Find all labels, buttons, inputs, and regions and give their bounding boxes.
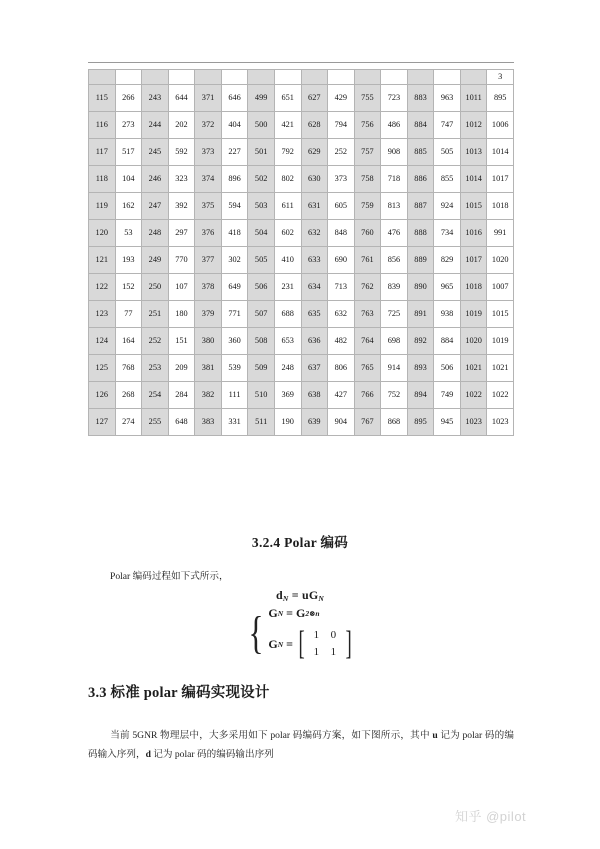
table-cell: 648 bbox=[168, 409, 195, 436]
table-cell: 252 bbox=[142, 328, 169, 355]
table-cell: 486 bbox=[381, 112, 408, 139]
table-cell: 763 bbox=[354, 301, 381, 328]
table-cell bbox=[221, 70, 248, 85]
table-row bbox=[89, 301, 514, 328]
polar-encoding-intro-text: Polar 编码过程如下式所示， bbox=[110, 571, 229, 582]
table-cell: 373 bbox=[195, 139, 222, 166]
table-cell: 117 bbox=[89, 139, 116, 166]
table-cell: 802 bbox=[274, 166, 301, 193]
table-cell: 649 bbox=[221, 274, 248, 301]
matrix-cells bbox=[307, 627, 343, 661]
table-cell: 508 bbox=[248, 328, 275, 355]
table-cell: 374 bbox=[195, 166, 222, 193]
table-cell: 792 bbox=[274, 139, 301, 166]
polar-encoding-formula bbox=[0, 588, 600, 661]
table-cell: 894 bbox=[407, 382, 434, 409]
table-cell: 252 bbox=[328, 139, 355, 166]
table-cell: 771 bbox=[221, 301, 248, 328]
table-cell: 1017 bbox=[460, 247, 487, 274]
table-cell: 758 bbox=[354, 166, 381, 193]
left-square-bracket-icon: [ bbox=[298, 624, 305, 662]
table-cell: 376 bbox=[195, 220, 222, 247]
formula-main-equation bbox=[276, 588, 324, 603]
table-cell: 501 bbox=[248, 139, 275, 166]
table-cell: 760 bbox=[354, 220, 381, 247]
table-cell: 506 bbox=[248, 274, 275, 301]
table-cell: 630 bbox=[301, 166, 328, 193]
table-cell: 1018 bbox=[487, 193, 514, 220]
formula-g1-eq: = G bbox=[286, 606, 306, 620]
table-cell: 476 bbox=[381, 220, 408, 247]
table-cell bbox=[142, 70, 169, 85]
table-cell: 250 bbox=[142, 274, 169, 301]
formula-ug-symbol: = uG bbox=[291, 588, 319, 602]
table-cell: 209 bbox=[168, 355, 195, 382]
table-cell: 284 bbox=[168, 382, 195, 409]
table-cell: 116 bbox=[89, 112, 116, 139]
table-cell: 592 bbox=[168, 139, 195, 166]
table-cell: 251 bbox=[142, 301, 169, 328]
table-cell: 1011 bbox=[460, 85, 487, 112]
table-cell: 628 bbox=[301, 112, 328, 139]
table-cell: 193 bbox=[115, 247, 142, 274]
table-cell: 297 bbox=[168, 220, 195, 247]
table-cell: 627 bbox=[301, 85, 328, 112]
table-row bbox=[89, 139, 514, 166]
table-cell: 794 bbox=[328, 112, 355, 139]
table-cell: 517 bbox=[115, 139, 142, 166]
table-cell: 231 bbox=[274, 274, 301, 301]
table-cell: 634 bbox=[301, 274, 328, 301]
table-cell: 1014 bbox=[487, 139, 514, 166]
table-cell bbox=[168, 70, 195, 85]
formula-line-1 bbox=[268, 606, 354, 621]
table-cell: 1023 bbox=[460, 409, 487, 436]
formula-brace-system bbox=[245, 606, 354, 661]
table-cell: 323 bbox=[168, 166, 195, 193]
formula-g2-subscript: N bbox=[277, 639, 284, 649]
table-cell: 761 bbox=[354, 247, 381, 274]
table-row bbox=[89, 274, 514, 301]
section-33-body-paragraph bbox=[88, 726, 514, 764]
table-cell: 889 bbox=[407, 247, 434, 274]
table-cell: 611 bbox=[274, 193, 301, 220]
table-cell: 965 bbox=[434, 274, 461, 301]
body-text-part1: 当前 5GNR 物理层中，大多采用如下 polar 码编码方案，如下图所示，其中 bbox=[110, 730, 433, 741]
table-cell: 633 bbox=[301, 247, 328, 274]
table-row bbox=[89, 220, 514, 247]
table-row bbox=[89, 409, 514, 436]
table-cell: 765 bbox=[354, 355, 381, 382]
table-cell: 698 bbox=[381, 328, 408, 355]
table-cell: 991 bbox=[487, 220, 514, 247]
table-row bbox=[89, 85, 514, 112]
table-cell: 104 bbox=[115, 166, 142, 193]
table-cell: 392 bbox=[168, 193, 195, 220]
table-cell: 963 bbox=[434, 85, 461, 112]
table-cell: 770 bbox=[168, 247, 195, 274]
table-cell: 123 bbox=[89, 301, 116, 328]
table-cell: 227 bbox=[221, 139, 248, 166]
table-cell: 924 bbox=[434, 193, 461, 220]
table-cell bbox=[354, 70, 381, 85]
matrix-cell-0-1: 0 bbox=[330, 629, 337, 641]
table-cell: 762 bbox=[354, 274, 381, 301]
table-cell: 767 bbox=[354, 409, 381, 436]
table-cell: 888 bbox=[407, 220, 434, 247]
table-cell: 511 bbox=[248, 409, 275, 436]
table-cell: 274 bbox=[115, 409, 142, 436]
table-cell: 180 bbox=[168, 301, 195, 328]
table-cell: 254 bbox=[142, 382, 169, 409]
table-cell: 381 bbox=[195, 355, 222, 382]
table-cell: 1015 bbox=[460, 193, 487, 220]
table-cell: 1012 bbox=[460, 112, 487, 139]
table-cell: 122 bbox=[89, 274, 116, 301]
table-cell: 632 bbox=[328, 301, 355, 328]
table-cell: 421 bbox=[274, 112, 301, 139]
table-cell: 247 bbox=[142, 193, 169, 220]
table-cell: 895 bbox=[407, 409, 434, 436]
table-cell: 3 bbox=[487, 70, 514, 85]
formula-d-subscript: N bbox=[282, 593, 289, 603]
matrix-cell-1-0: 1 bbox=[313, 646, 320, 659]
table-cell: 651 bbox=[274, 85, 301, 112]
table-cell: 111 bbox=[221, 382, 248, 409]
body-bold-d: d bbox=[145, 749, 151, 761]
table-cell: 768 bbox=[115, 355, 142, 382]
table-cell: 273 bbox=[115, 112, 142, 139]
body-bold-u: u bbox=[432, 730, 438, 741]
table-cell: 502 bbox=[248, 166, 275, 193]
table-cell: 375 bbox=[195, 193, 222, 220]
table-cell: 1022 bbox=[460, 382, 487, 409]
table-cell: 1017 bbox=[487, 166, 514, 193]
table-cell: 896 bbox=[221, 166, 248, 193]
table-cell bbox=[434, 70, 461, 85]
table-cell: 505 bbox=[434, 139, 461, 166]
table-cell: 813 bbox=[381, 193, 408, 220]
table-cell: 369 bbox=[274, 382, 301, 409]
table-row bbox=[89, 247, 514, 274]
table-cell: 914 bbox=[381, 355, 408, 382]
table-cell: 266 bbox=[115, 85, 142, 112]
table-cell: 890 bbox=[407, 274, 434, 301]
table-cell bbox=[274, 70, 301, 85]
table-cell: 1020 bbox=[460, 328, 487, 355]
table-cell: 631 bbox=[301, 193, 328, 220]
table-cell bbox=[301, 70, 328, 85]
table-cell: 248 bbox=[274, 355, 301, 382]
table-cell: 884 bbox=[434, 328, 461, 355]
table-cell: 302 bbox=[221, 247, 248, 274]
table-cell: 759 bbox=[354, 193, 381, 220]
table-cell: 848 bbox=[328, 220, 355, 247]
table-cell: 1020 bbox=[487, 247, 514, 274]
table-cell: 855 bbox=[434, 166, 461, 193]
table-row bbox=[89, 70, 514, 85]
table-cell: 725 bbox=[381, 301, 408, 328]
table-cell: 482 bbox=[328, 328, 355, 355]
table-cell: 713 bbox=[328, 274, 355, 301]
table-cell: 127 bbox=[89, 409, 116, 436]
table-cell: 632 bbox=[301, 220, 328, 247]
table-cell: 886 bbox=[407, 166, 434, 193]
table-cell: 1015 bbox=[487, 301, 514, 328]
table-cell bbox=[407, 70, 434, 85]
table-cell: 1013 bbox=[460, 139, 487, 166]
table-cell: 249 bbox=[142, 247, 169, 274]
table-cell: 764 bbox=[354, 328, 381, 355]
table-cell: 115 bbox=[89, 85, 116, 112]
table-cell: 747 bbox=[434, 112, 461, 139]
subsection-324-heading: 3.2.4 Polar 编码 bbox=[251, 535, 349, 550]
formula-d-symbol: d bbox=[276, 588, 283, 602]
section-33-heading: 3.3 标准 polar 编码实现设计 bbox=[88, 685, 270, 701]
table-cell: 410 bbox=[274, 247, 301, 274]
table-cell: 1021 bbox=[487, 355, 514, 382]
table-cell: 503 bbox=[248, 193, 275, 220]
table-cell: 1007 bbox=[487, 274, 514, 301]
table-cell: 839 bbox=[381, 274, 408, 301]
table-cell bbox=[460, 70, 487, 85]
table-cell: 373 bbox=[328, 166, 355, 193]
zhihu-watermark: 知乎 @pilot bbox=[455, 809, 527, 824]
table-cell: 1018 bbox=[460, 274, 487, 301]
formula-g1-rhs-superscript: ⊗n bbox=[309, 609, 320, 618]
table-cell: 202 bbox=[168, 112, 195, 139]
formula-g2-symbol: G bbox=[268, 636, 278, 651]
table-cell bbox=[328, 70, 355, 85]
table-row bbox=[89, 166, 514, 193]
table-cell: 1019 bbox=[460, 301, 487, 328]
table-cell: 379 bbox=[195, 301, 222, 328]
table-cell: 360 bbox=[221, 328, 248, 355]
table-cell bbox=[115, 70, 142, 85]
table-cell: 107 bbox=[168, 274, 195, 301]
generator-matrix bbox=[296, 624, 355, 662]
table-cell: 891 bbox=[407, 301, 434, 328]
table-cell: 418 bbox=[221, 220, 248, 247]
formula-g1-subscript: N bbox=[277, 609, 284, 618]
table-cell: 118 bbox=[89, 166, 116, 193]
table-row bbox=[89, 355, 514, 382]
table-cell: 331 bbox=[221, 409, 248, 436]
table-cell: 755 bbox=[354, 85, 381, 112]
table-cell: 253 bbox=[142, 355, 169, 382]
table-cell: 126 bbox=[89, 382, 116, 409]
matrix-cell-1-1: 1 bbox=[330, 646, 337, 659]
table-cell: 629 bbox=[301, 139, 328, 166]
table-cell: 639 bbox=[301, 409, 328, 436]
table-cell: 382 bbox=[195, 382, 222, 409]
table-cell: 749 bbox=[434, 382, 461, 409]
table-cell: 636 bbox=[301, 328, 328, 355]
formula-equation-list bbox=[265, 606, 354, 661]
table-cell: 690 bbox=[328, 247, 355, 274]
polar-index-table bbox=[88, 69, 514, 436]
table-cell: 938 bbox=[434, 301, 461, 328]
table-cell: 510 bbox=[248, 382, 275, 409]
table-cell: 245 bbox=[142, 139, 169, 166]
table-cell: 688 bbox=[274, 301, 301, 328]
table-cell: 829 bbox=[434, 247, 461, 274]
table-cell: 893 bbox=[407, 355, 434, 382]
table-cell: 506 bbox=[434, 355, 461, 382]
table-cell: 734 bbox=[434, 220, 461, 247]
table-cell: 383 bbox=[195, 409, 222, 436]
table-cell: 653 bbox=[274, 328, 301, 355]
table-cell: 255 bbox=[142, 409, 169, 436]
table-cell: 885 bbox=[407, 139, 434, 166]
left-curly-brace-icon: { bbox=[248, 607, 264, 659]
formula-g1-symbol: G bbox=[268, 606, 278, 620]
table-cell: 268 bbox=[115, 382, 142, 409]
table-cell: 752 bbox=[381, 382, 408, 409]
table-cell: 509 bbox=[248, 355, 275, 382]
table-cell: 162 bbox=[115, 193, 142, 220]
table-cell: 124 bbox=[89, 328, 116, 355]
table-cell: 945 bbox=[434, 409, 461, 436]
table-cell bbox=[248, 70, 275, 85]
table-cell: 120 bbox=[89, 220, 116, 247]
table-cell: 908 bbox=[381, 139, 408, 166]
table-cell: 244 bbox=[142, 112, 169, 139]
table-row bbox=[89, 382, 514, 409]
table-cell bbox=[89, 70, 116, 85]
table-cell: 644 bbox=[168, 85, 195, 112]
table-cell bbox=[381, 70, 408, 85]
table-cell: 1006 bbox=[487, 112, 514, 139]
table-row bbox=[89, 193, 514, 220]
table-cell: 1023 bbox=[487, 409, 514, 436]
table-cell: 806 bbox=[328, 355, 355, 382]
table-cell: 377 bbox=[195, 247, 222, 274]
table-cell: 646 bbox=[221, 85, 248, 112]
formula-g2-eq: = bbox=[286, 636, 294, 651]
table-cell: 1021 bbox=[460, 355, 487, 382]
table-cell: 883 bbox=[407, 85, 434, 112]
table-cell: 371 bbox=[195, 85, 222, 112]
table-cell: 121 bbox=[89, 247, 116, 274]
table-cell: 152 bbox=[115, 274, 142, 301]
table-row bbox=[89, 328, 514, 355]
data-table-container bbox=[88, 69, 514, 436]
formula-g1-rhs-subscript: 2 bbox=[305, 609, 310, 618]
table-cell: 868 bbox=[381, 409, 408, 436]
table-cell: 766 bbox=[354, 382, 381, 409]
body-text-part3: 记为 polar 码的编码输出序列 bbox=[150, 749, 274, 761]
table-cell: 895 bbox=[487, 85, 514, 112]
table-cell: 539 bbox=[221, 355, 248, 382]
table-cell: 884 bbox=[407, 112, 434, 139]
table-cell: 1016 bbox=[460, 220, 487, 247]
table-cell: 151 bbox=[168, 328, 195, 355]
body-text-part2: 记为 polar 码的编码输入序列， bbox=[88, 730, 514, 761]
table-cell bbox=[195, 70, 222, 85]
table-cell: 500 bbox=[248, 112, 275, 139]
table-cell: 499 bbox=[248, 85, 275, 112]
table-cell: 243 bbox=[142, 85, 169, 112]
table-cell: 404 bbox=[221, 112, 248, 139]
table-cell: 504 bbox=[248, 220, 275, 247]
table-cell: 125 bbox=[89, 355, 116, 382]
table-cell: 723 bbox=[381, 85, 408, 112]
table-body bbox=[89, 70, 514, 436]
table-cell: 756 bbox=[354, 112, 381, 139]
table-cell: 119 bbox=[89, 193, 116, 220]
table-cell: 372 bbox=[195, 112, 222, 139]
table-cell: 605 bbox=[328, 193, 355, 220]
table-cell: 602 bbox=[274, 220, 301, 247]
table-cell: 638 bbox=[301, 382, 328, 409]
table-cell: 429 bbox=[328, 85, 355, 112]
table-cell: 757 bbox=[354, 139, 381, 166]
table-cell: 887 bbox=[407, 193, 434, 220]
table-top-rule bbox=[88, 62, 514, 63]
table-cell: 594 bbox=[221, 193, 248, 220]
table-cell: 1014 bbox=[460, 166, 487, 193]
table-cell: 77 bbox=[115, 301, 142, 328]
table-cell: 427 bbox=[328, 382, 355, 409]
table-cell: 1019 bbox=[487, 328, 514, 355]
table-cell: 892 bbox=[407, 328, 434, 355]
table-cell: 248 bbox=[142, 220, 169, 247]
table-cell: 718 bbox=[381, 166, 408, 193]
table-cell: 856 bbox=[381, 247, 408, 274]
formula-line-2 bbox=[268, 624, 354, 662]
table-cell: 53 bbox=[115, 220, 142, 247]
table-cell: 1022 bbox=[487, 382, 514, 409]
matrix-cell-0-0: 1 bbox=[313, 629, 320, 641]
right-square-bracket-icon: ] bbox=[345, 624, 353, 662]
formula-inner bbox=[245, 588, 354, 661]
table-cell: 505 bbox=[248, 247, 275, 274]
table-cell: 246 bbox=[142, 166, 169, 193]
table-row bbox=[89, 112, 514, 139]
table-cell: 380 bbox=[195, 328, 222, 355]
table-cell: 190 bbox=[274, 409, 301, 436]
table-cell: 164 bbox=[115, 328, 142, 355]
table-cell: 507 bbox=[248, 301, 275, 328]
table-cell: 378 bbox=[195, 274, 222, 301]
table-cell: 904 bbox=[328, 409, 355, 436]
formula-g-subscript: N bbox=[318, 593, 324, 603]
table-cell: 635 bbox=[301, 301, 328, 328]
table-cell: 637 bbox=[301, 355, 328, 382]
